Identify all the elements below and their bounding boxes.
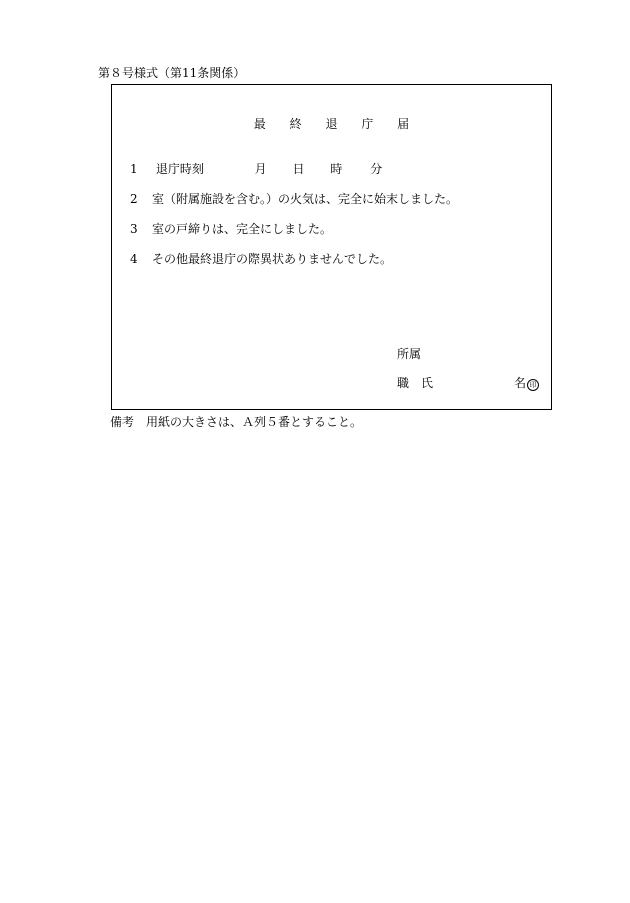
item-departure-time [130, 162, 382, 176]
remarks [110, 415, 362, 429]
title-char: 届 [397, 117, 410, 131]
remarks-text: 用紙の大きさは、Ａ列５番とすること。 [146, 415, 363, 429]
name-label: 名 [513, 376, 526, 390]
item-text: その他最終退庁の際異状ありませんでした。 [152, 252, 393, 266]
item-number: 4 [130, 252, 138, 266]
form-number: 第８号様式（第11条関係） [98, 66, 246, 80]
minute-label: 分 [370, 162, 383, 176]
remarks-label: 備考 [110, 415, 135, 429]
name-label-group [514, 376, 539, 391]
item-number: 3 [130, 222, 138, 236]
title-char: 最 [253, 117, 266, 131]
item-fire-check [130, 192, 458, 206]
day-label: 日 [292, 162, 305, 176]
departure-time-label: 退庁時刻 [155, 162, 204, 176]
position-label: 職 氏 [397, 376, 434, 390]
item-text: 室の戸締りは、完全にしました。 [152, 222, 333, 236]
seal-icon: 印 [527, 379, 539, 391]
item-text: 室（附属施設を含む。）の火気は、完全に始末しました。 [152, 192, 459, 206]
form-box [111, 84, 552, 410]
title-char: 庁 [361, 117, 374, 131]
month-label: 月 [254, 162, 267, 176]
item-other-check [130, 252, 392, 266]
title-char: 退 [325, 117, 338, 131]
form-title [112, 117, 551, 131]
item-number: 1 [130, 162, 138, 176]
title-char: 終 [289, 117, 302, 131]
item-number: 2 [130, 192, 138, 206]
item-lock-check [130, 222, 332, 236]
position-name-line [397, 376, 539, 390]
affiliation-label: 所属 [397, 347, 422, 361]
hour-label: 時 [330, 162, 343, 176]
